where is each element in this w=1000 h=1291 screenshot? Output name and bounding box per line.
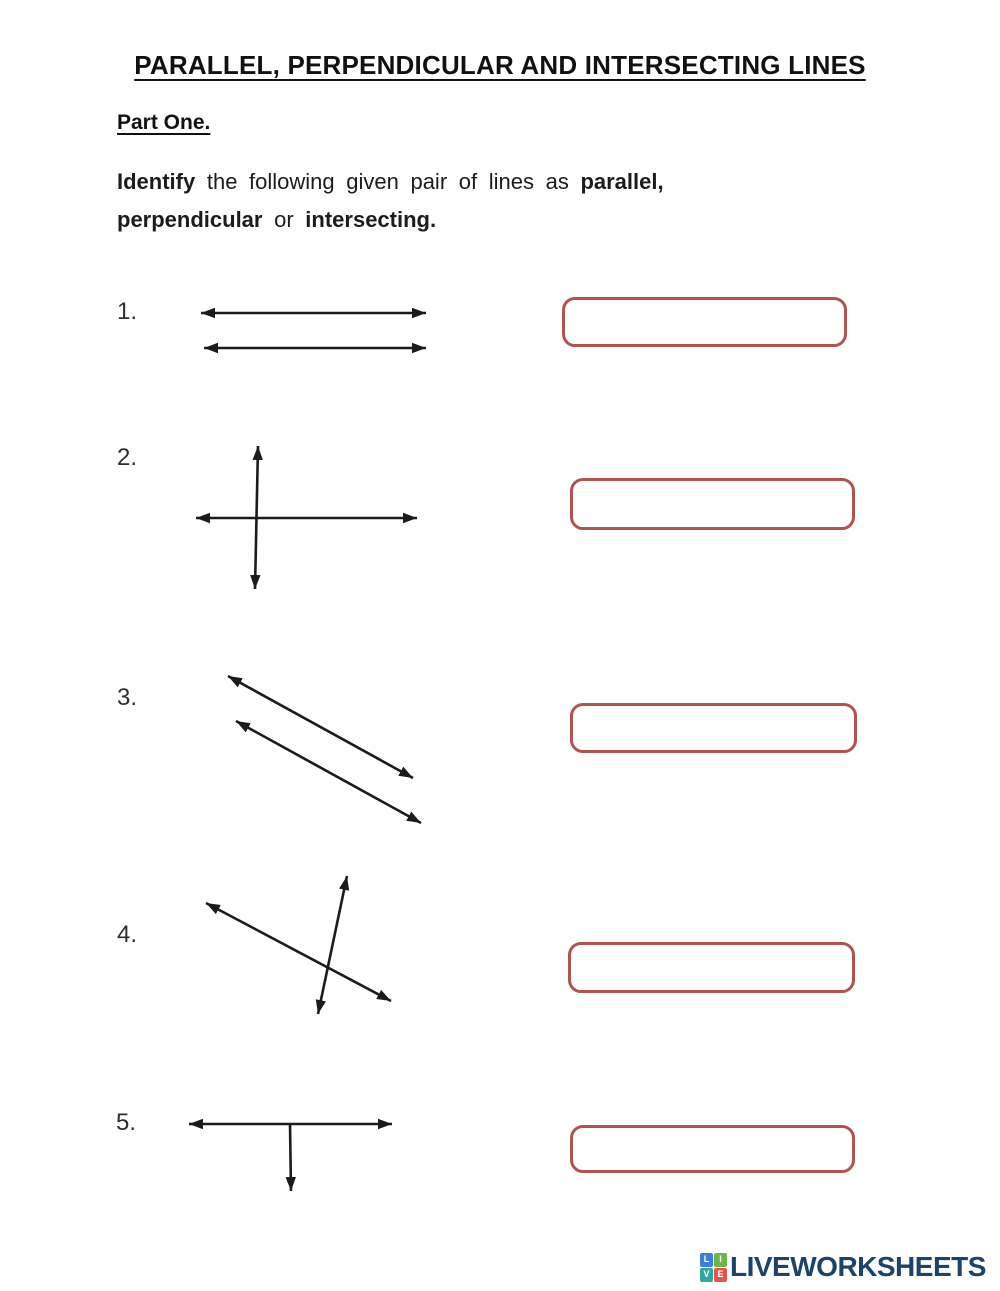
answer-input-1[interactable] <box>562 297 847 347</box>
instruction-segment: or <box>262 207 306 232</box>
instruction-text <box>117 163 777 239</box>
section-heading: Part One. <box>117 111 211 134</box>
worksheet-title: PARALLEL, PERPENDICULAR AND INTERSECTING LINES <box>134 50 866 80</box>
liveworksheets-logo <box>700 1252 986 1282</box>
answer-input-4[interactable] <box>568 942 855 993</box>
diagram-line-item-2 <box>255 446 258 589</box>
answer-input-2[interactable] <box>570 478 855 530</box>
instruction-segment: Identify <box>117 169 196 194</box>
question-number-5: 5. <box>116 1109 137 1136</box>
diagram-line-item-3 <box>236 721 421 823</box>
answer-input-3[interactable] <box>570 703 857 753</box>
question-number-3: 3. <box>117 684 138 711</box>
liveworksheets-icon <box>700 1253 727 1282</box>
instruction-segment: intersecting. <box>305 207 437 232</box>
question-number-1: 1. <box>117 298 138 325</box>
question-number-2: 2. <box>117 444 138 471</box>
diagram-line-item-4 <box>206 903 391 1001</box>
logo-square-i: I <box>714 1253 727 1267</box>
logo-square-e: E <box>714 1268 727 1282</box>
question-number-4: 4. <box>117 921 138 948</box>
instruction-segment: parallel, <box>580 169 664 194</box>
logo-square-v: V <box>700 1268 713 1282</box>
instruction-segment: the following given pair of lines as <box>195 169 581 194</box>
diagram-line-item-5 <box>290 1124 291 1191</box>
liveworksheets-wordmark: LIVEWORKSHEETS <box>730 1251 986 1282</box>
diagram-line-item-3 <box>228 676 413 778</box>
answer-input-5[interactable] <box>570 1125 855 1173</box>
diagram-line-item-4 <box>318 876 347 1014</box>
logo-square-l: L <box>700 1253 713 1267</box>
instruction-segment: perpendicular <box>117 207 263 232</box>
